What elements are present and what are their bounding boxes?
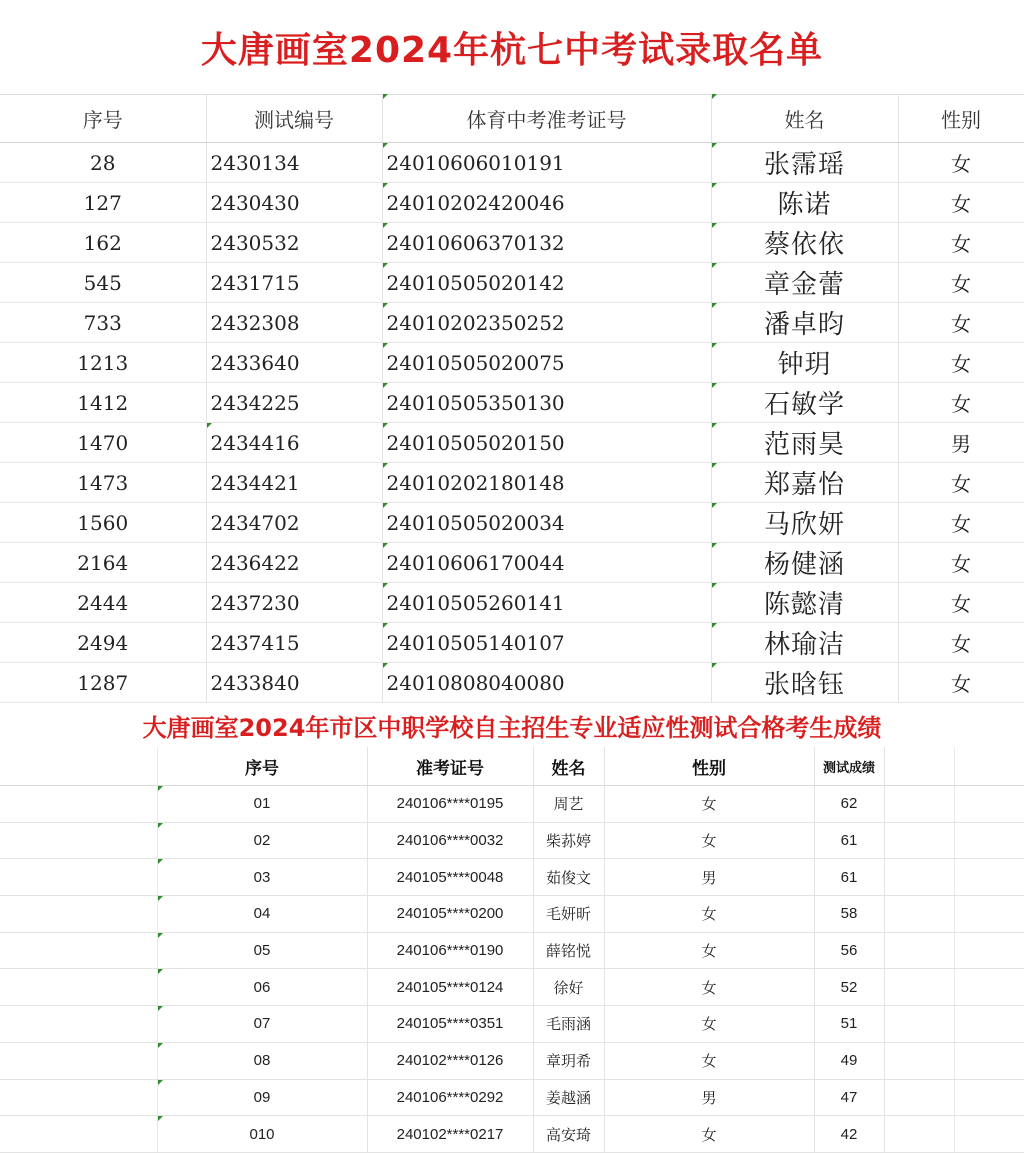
gender-cell: 男 xyxy=(898,423,1024,463)
seq-cell: 06 xyxy=(157,969,367,1006)
blank-cell xyxy=(884,859,954,896)
seq-cell: 08 xyxy=(157,1042,367,1079)
test-number-cell: 2437415 xyxy=(206,623,382,663)
name-cell: 周艺 xyxy=(533,786,604,823)
table-row xyxy=(0,1116,1024,1153)
name-cell: 郑嘉怡 xyxy=(711,463,898,503)
name-cell: 柴荪婷 xyxy=(533,822,604,859)
name-cell: 徐好 xyxy=(533,969,604,1006)
header-pe-exam-id: 体育中考准考证号 xyxy=(382,94,711,143)
seq-cell: 545 xyxy=(0,263,206,303)
table-row xyxy=(0,223,1024,263)
exam-id-cell: 240106****0032 xyxy=(367,822,533,859)
gender-cell: 男 xyxy=(604,859,814,896)
header-seq: 序号 xyxy=(0,94,206,143)
blank-cell xyxy=(954,896,1024,933)
table-row xyxy=(0,303,1024,343)
name-cell: 毛雨涵 xyxy=(533,1006,604,1043)
pe-exam-id-cell: 24010808040080 xyxy=(382,663,711,703)
blank-cell xyxy=(954,1079,1024,1116)
seq-cell: 1470 xyxy=(0,423,206,463)
score-cell: 52 xyxy=(814,969,884,1006)
table-row xyxy=(0,1006,1024,1043)
test-number-cell: 2434702 xyxy=(206,503,382,543)
pe-exam-id-cell: 24010606010191 xyxy=(382,143,711,183)
name-cell: 章金蕾 xyxy=(711,263,898,303)
seq-cell: 1213 xyxy=(0,343,206,383)
gender-cell: 女 xyxy=(604,896,814,933)
table-row xyxy=(0,786,1024,823)
header-test-number: 测试编号 xyxy=(206,94,382,143)
table-row xyxy=(0,503,1024,543)
seq-cell: 2494 xyxy=(0,623,206,663)
name-cell: 陈懿清 xyxy=(711,583,898,623)
header-gender: 性别 xyxy=(898,94,1024,143)
table-row xyxy=(0,623,1024,663)
seq-cell: 010 xyxy=(157,1116,367,1153)
gender-cell: 女 xyxy=(604,1042,814,1079)
gender-cell: 女 xyxy=(898,543,1024,583)
header-name: 姓名 xyxy=(711,94,898,143)
table-row xyxy=(0,1042,1024,1079)
blank-cell xyxy=(884,1116,954,1153)
gender-cell: 女 xyxy=(898,663,1024,703)
test-number-cell: 2432308 xyxy=(206,303,382,343)
pe-exam-id-cell: 24010202350252 xyxy=(382,303,711,343)
score-cell: 47 xyxy=(814,1079,884,1116)
blank-cell xyxy=(0,859,157,896)
blank-cell xyxy=(0,969,157,1006)
table-row xyxy=(0,663,1024,703)
exam-id-cell: 240102****0217 xyxy=(367,1116,533,1153)
blank-cell xyxy=(954,786,1024,823)
blank-cell xyxy=(954,1042,1024,1079)
name-cell: 薛铭悦 xyxy=(533,932,604,969)
seq-cell: 05 xyxy=(157,932,367,969)
blank-cell xyxy=(884,1006,954,1043)
table-row xyxy=(0,423,1024,463)
gender-cell: 女 xyxy=(604,1116,814,1153)
gender-cell: 女 xyxy=(604,969,814,1006)
blank-cell xyxy=(884,1079,954,1116)
score-list-table xyxy=(0,747,1024,1153)
blank-cell xyxy=(954,859,1024,896)
test-number-cell: 2436422 xyxy=(206,543,382,583)
name-cell: 石敏学 xyxy=(711,383,898,423)
exam-id-cell: 240106****0195 xyxy=(367,786,533,823)
exam-id-cell: 240105****0351 xyxy=(367,1006,533,1043)
blank-cell xyxy=(0,1042,157,1079)
name-cell: 茹俊文 xyxy=(533,859,604,896)
seq-cell: 03 xyxy=(157,859,367,896)
seq-cell: 1287 xyxy=(0,663,206,703)
gender-cell: 女 xyxy=(898,503,1024,543)
seq-cell: 07 xyxy=(157,1006,367,1043)
blank-cell xyxy=(884,747,954,786)
seq-cell: 2444 xyxy=(0,583,206,623)
gender-cell: 女 xyxy=(898,263,1024,303)
table-row xyxy=(0,543,1024,583)
test-number-cell: 2434416 xyxy=(206,423,382,463)
blank-cell xyxy=(884,822,954,859)
name-cell: 马欣妍 xyxy=(711,503,898,543)
blank-cell xyxy=(884,1042,954,1079)
seq-cell: 04 xyxy=(157,896,367,933)
pe-exam-id-cell: 24010505020142 xyxy=(382,263,711,303)
gender-cell: 女 xyxy=(898,143,1024,183)
pe-exam-id-cell: 24010505020034 xyxy=(382,503,711,543)
score-cell: 58 xyxy=(814,896,884,933)
table-row xyxy=(0,932,1024,969)
score-cell: 62 xyxy=(814,786,884,823)
score-cell: 51 xyxy=(814,1006,884,1043)
seq-cell: 162 xyxy=(0,223,206,263)
pe-exam-id-cell: 24010202420046 xyxy=(382,183,711,223)
test-number-cell: 2430532 xyxy=(206,223,382,263)
table-row xyxy=(0,343,1024,383)
table-row xyxy=(0,383,1024,423)
seq-cell: 09 xyxy=(157,1079,367,1116)
table-row xyxy=(0,859,1024,896)
score-cell: 61 xyxy=(814,859,884,896)
gender-cell: 女 xyxy=(604,1006,814,1043)
name-cell: 姜越涵 xyxy=(533,1079,604,1116)
seq-cell: 1412 xyxy=(0,383,206,423)
pe-exam-id-cell: 24010606170044 xyxy=(382,543,711,583)
test-number-cell: 2437230 xyxy=(206,583,382,623)
name-cell: 张晗钰 xyxy=(711,663,898,703)
exam-id-cell: 240105****0048 xyxy=(367,859,533,896)
gender-cell: 女 xyxy=(898,303,1024,343)
blank-cell xyxy=(954,932,1024,969)
blank-cell xyxy=(884,896,954,933)
blank-cell xyxy=(884,786,954,823)
table-row xyxy=(0,463,1024,503)
score-cell: 56 xyxy=(814,932,884,969)
test-number-cell: 2434225 xyxy=(206,383,382,423)
name-cell: 陈诺 xyxy=(711,183,898,223)
blank-cell xyxy=(0,747,157,786)
blank-cell xyxy=(0,896,157,933)
name-cell: 蔡依依 xyxy=(711,223,898,263)
blank-cell xyxy=(0,1116,157,1153)
test-number-cell: 2430134 xyxy=(206,143,382,183)
test-number-cell: 2433840 xyxy=(206,663,382,703)
test-number-cell: 2430430 xyxy=(206,183,382,223)
test-number-cell: 2431715 xyxy=(206,263,382,303)
exam-id-cell: 240106****0292 xyxy=(367,1079,533,1116)
blank-cell xyxy=(0,1006,157,1043)
name-cell: 高安琦 xyxy=(533,1116,604,1153)
score-cell: 61 xyxy=(814,822,884,859)
gender-cell: 女 xyxy=(898,463,1024,503)
exam-id-cell: 240106****0190 xyxy=(367,932,533,969)
exam-id-cell: 240102****0126 xyxy=(367,1042,533,1079)
name-cell: 范雨昊 xyxy=(711,423,898,463)
score-cell: 42 xyxy=(814,1116,884,1153)
blank-cell xyxy=(0,932,157,969)
blank-cell xyxy=(954,1116,1024,1153)
name-cell: 林瑜洁 xyxy=(711,623,898,663)
gender-cell: 女 xyxy=(898,583,1024,623)
pe-exam-id-cell: 24010505350130 xyxy=(382,383,711,423)
gender-cell: 男 xyxy=(604,1079,814,1116)
header-seq: 序号 xyxy=(157,747,367,786)
seq-cell: 28 xyxy=(0,143,206,183)
exam-id-cell: 240105****0124 xyxy=(367,969,533,1006)
seq-cell: 01 xyxy=(157,786,367,823)
pe-exam-id-cell: 24010505260141 xyxy=(382,583,711,623)
name-cell: 潘卓昀 xyxy=(711,303,898,343)
blank-cell xyxy=(0,822,157,859)
blank-cell xyxy=(884,969,954,1006)
exam-id-cell: 240105****0200 xyxy=(367,896,533,933)
test-number-cell: 2433640 xyxy=(206,343,382,383)
header-exam-id: 准考证号 xyxy=(367,747,533,786)
pe-exam-id-cell: 24010606370132 xyxy=(382,223,711,263)
test-number-cell: 2434421 xyxy=(206,463,382,503)
table-row xyxy=(0,183,1024,223)
table-row xyxy=(0,1079,1024,1116)
blank-cell xyxy=(954,969,1024,1006)
seq-cell: 02 xyxy=(157,822,367,859)
seq-cell: 733 xyxy=(0,303,206,343)
pe-exam-id-cell: 24010505140107 xyxy=(382,623,711,663)
seq-cell: 1473 xyxy=(0,463,206,503)
admission-list-table xyxy=(0,94,1024,703)
gender-cell: 女 xyxy=(898,223,1024,263)
gender-cell: 女 xyxy=(604,932,814,969)
gender-cell: 女 xyxy=(898,383,1024,423)
blank-cell xyxy=(954,747,1024,786)
blank-cell xyxy=(0,786,157,823)
table-row xyxy=(0,896,1024,933)
gender-cell: 女 xyxy=(898,343,1024,383)
seq-cell: 2164 xyxy=(0,543,206,583)
table-row xyxy=(0,583,1024,623)
blank-cell xyxy=(954,822,1024,859)
header-gender: 性别 xyxy=(604,747,814,786)
table-row xyxy=(0,969,1024,1006)
name-cell: 张霈瑶 xyxy=(711,143,898,183)
gender-cell: 女 xyxy=(898,623,1024,663)
gender-cell: 女 xyxy=(898,183,1024,223)
score-table-header-row xyxy=(0,747,1024,786)
header-name: 姓名 xyxy=(533,747,604,786)
pe-exam-id-cell: 24010505020150 xyxy=(382,423,711,463)
gender-cell: 女 xyxy=(604,822,814,859)
name-cell: 钟玥 xyxy=(711,343,898,383)
score-cell: 49 xyxy=(814,1042,884,1079)
table-row xyxy=(0,822,1024,859)
admission-list-title: 大唐画室2024年杭七中考试录取名单 xyxy=(200,29,824,71)
blank-cell xyxy=(884,932,954,969)
table-row xyxy=(0,143,1024,183)
name-cell: 章玥希 xyxy=(533,1042,604,1079)
blank-cell xyxy=(0,1079,157,1116)
pe-exam-id-cell: 24010202180148 xyxy=(382,463,711,503)
name-cell: 毛妍昕 xyxy=(533,896,604,933)
gender-cell: 女 xyxy=(604,786,814,823)
blank-cell xyxy=(954,1006,1024,1043)
pe-exam-id-cell: 24010505020075 xyxy=(382,343,711,383)
seq-cell: 127 xyxy=(0,183,206,223)
name-cell: 杨健涵 xyxy=(711,543,898,583)
seq-cell: 1560 xyxy=(0,503,206,543)
admission-table-header-row xyxy=(0,94,1024,143)
header-score: 测试成绩 xyxy=(814,747,884,786)
table-row xyxy=(0,263,1024,303)
score-list-title: 大唐画室2024年市区中职学校自主招生专业适应性测试合格考生成绩 xyxy=(142,713,882,742)
